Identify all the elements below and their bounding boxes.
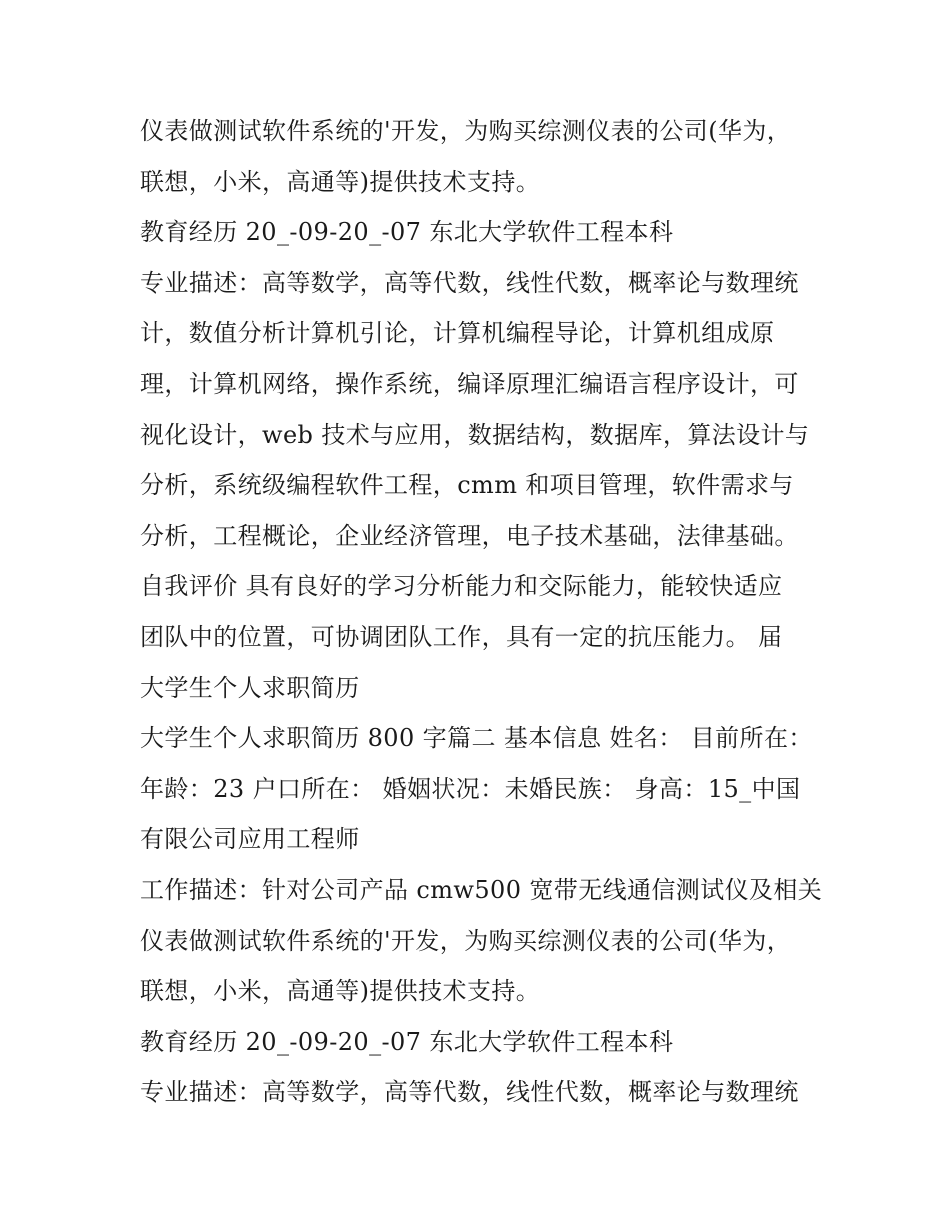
text-line: 自我评价 具有良好的学习分析能力和交际能力，能较快适应 [140, 572, 783, 601]
text-line: 联想，小米，高通等)提供技术支持。 [140, 977, 541, 1006]
text-line: 工作描述：针对公司产品 cmw500 宽带无线通信测试仪及相关 [140, 875, 823, 904]
text-line: 有限公司应用工程师 [140, 825, 360, 854]
document-body [140, 106, 840, 1118]
text-line: 计，数值分析计算机引论，计算机编程导论，计算机组成原 [140, 319, 775, 348]
text-line: 大学生个人求职简历 800 字篇二 基本信息 姓名： 目前所在： [140, 724, 813, 753]
text-line: 分析，工程概论，企业经济管理，电子技术基础，法律基础。 [140, 521, 799, 550]
text-line: 团队中的位置，可协调团队工作，具有一定的抗压能力。 届 [140, 622, 783, 651]
text-line: 专业描述：高等数学，高等代数，线性代数，概率论与数理统 [140, 1078, 799, 1107]
text-line: 年龄：23 户口所在： 婚姻状况：未婚民族： 身高：15_中国 [140, 774, 801, 803]
text-line: 教育经历 20_-09-20_-07 东北大学软件工程本科 [140, 1027, 674, 1056]
text-line: 仪表做测试软件系统的'开发，为购买综测仪表的公司(华为， [140, 926, 792, 955]
text-line: 教育经历 20_-09-20_-07 东北大学软件工程本科 [140, 218, 674, 247]
text-line: 专业描述：高等数学，高等代数，线性代数，概率论与数理统 [140, 268, 799, 297]
text-line: 联想，小米，高通等)提供技术支持。 [140, 167, 541, 196]
text-line: 视化设计，web 技术与应用，数据结构，数据库，算法设计与 [140, 420, 810, 449]
text-line: 分析，系统级编程软件工程，cmm 和项目管理，软件需求与 [140, 471, 794, 500]
text-line: 理，计算机网络，操作系统，编译原理汇编语言程序设计，可 [140, 369, 799, 398]
text-line: 大学生个人求职简历 [140, 673, 360, 702]
text-line: 仪表做测试软件系统的'开发，为购买综测仪表的公司(华为， [140, 117, 792, 145]
